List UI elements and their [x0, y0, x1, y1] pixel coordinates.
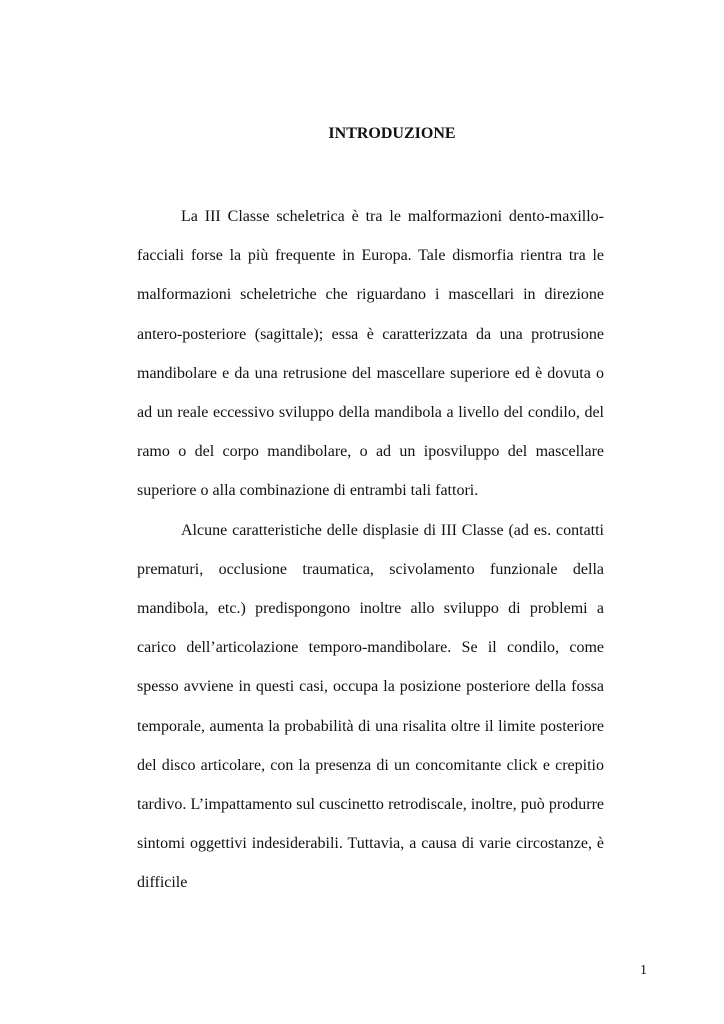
page-title: INTRODUZIONE: [328, 125, 456, 142]
document-body: [137, 197, 604, 903]
page-number: 1: [640, 963, 647, 978]
paragraph-1: La III Classe scheletrica è tra le malformazioni dento-maxillo-facciali forse la più frequente in Europa. Tale dismorfia rientra tra le malformazioni scheletriche che riguardano i mascellari in direzione antero-posteriore (sagittale); essa è caratterizzata da una protrusione mandibolare e da una retrusione del mascellare superiore ed è dovuta o ad un reale eccessivo sviluppo della mandibola a livello del condilo, del ramo o del corpo mandibolare, o ad un iposviluppo del mascellare superiore o alla combinazione di entrambi tali fattori.: [137, 208, 604, 500]
paragraph-2: Alcune caratteristiche delle displasie di III Classe (ad es. contatti prematuri, occlusione traumatica, scivolamento funzionale della mandibola, etc.) predispongono inoltre allo sviluppo di problemi a carico dell’articolazione temporo-mandibolare. Se il condilo, come spesso avviene in questi casi, occupa la posizione posteriore della fossa temporale, aumenta la probabilità di una risalita oltre il limite posteriore del disco articolare, con la presenza di un concomitante click e crepitio tardivo. L’impattamento sul cuscinetto retrodiscale, inoltre, può produrre sintomi oggettivi indesiderabili. Tuttavia, a causa di varie circostanze, è difficile: [137, 521, 604, 892]
